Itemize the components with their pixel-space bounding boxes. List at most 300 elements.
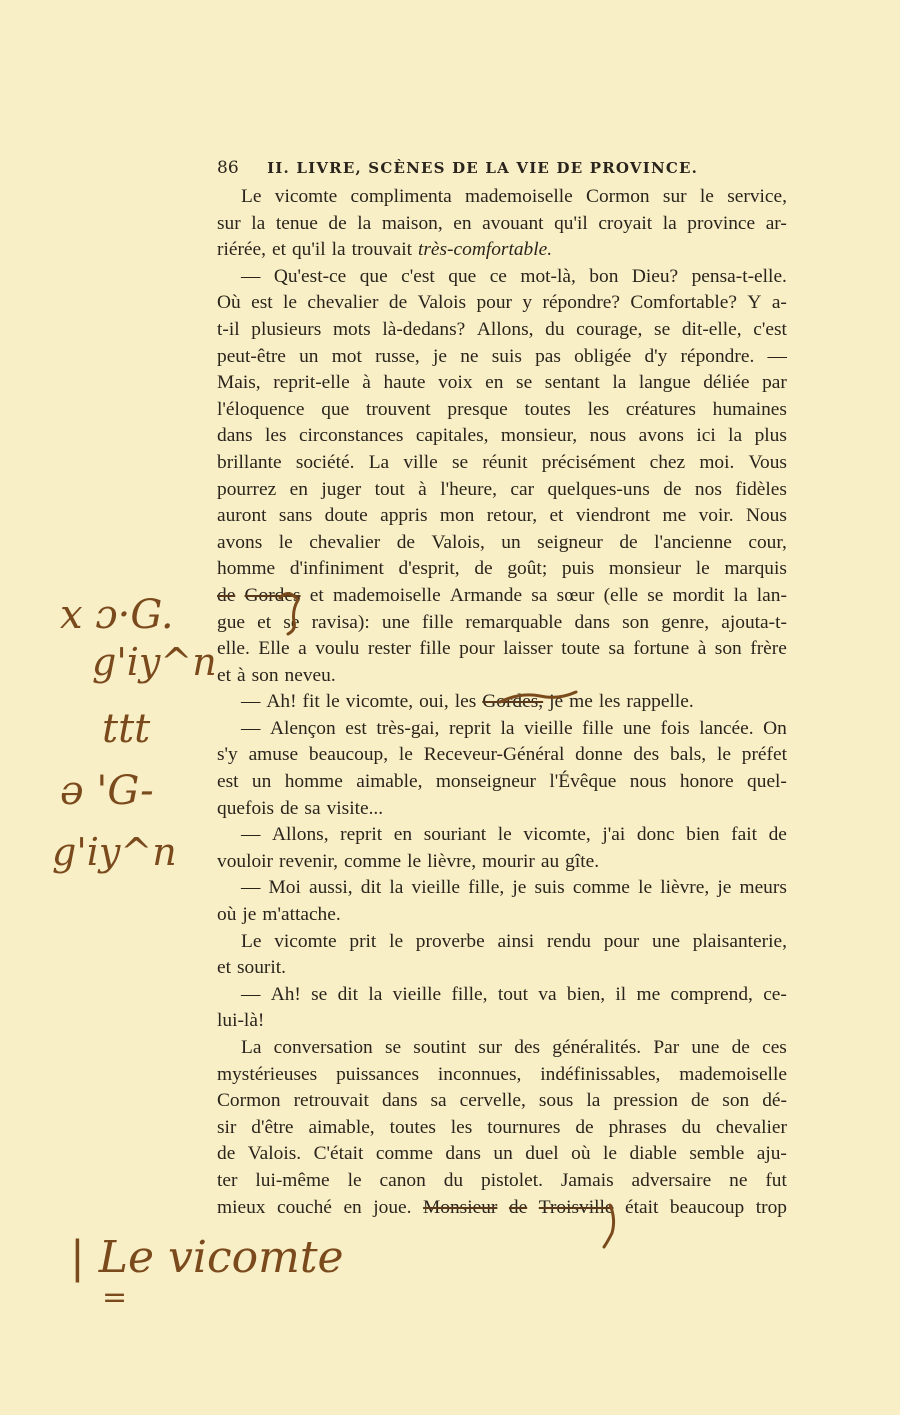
word: comme [375,1143,433,1165]
word: dé- [762,1090,787,1112]
word: je [549,691,564,713]
word: toute [561,638,601,660]
word: beaucoup [669,1196,745,1218]
word: Armande [449,584,523,606]
word: une [381,611,410,633]
word: la [368,983,383,1005]
word: adversaire [631,1169,712,1191]
word: lièvre, [660,877,710,899]
word: Le [241,186,262,207]
word: (elle [603,584,639,606]
text-line [217,982,787,1009]
word: pression [613,1090,678,1112]
word: en [485,372,504,394]
word: sa [531,584,548,606]
word: par [762,372,787,394]
word: mystérieuses [217,1063,318,1085]
word: dit-elle, [681,318,742,340]
word: la [662,212,677,234]
word: fut [765,1169,787,1191]
word: trouvait [351,239,412,261]
word: meurs [739,877,787,899]
text-line [217,875,787,902]
word: aimable, [308,1116,375,1138]
word: croyait [598,212,653,234]
text-line [217,556,787,583]
word: Valois. [247,1143,302,1165]
word: est [217,771,239,793]
word: Allons, [272,824,329,846]
word: que [448,265,477,287]
word: plus [754,425,787,447]
word: mademoiselle [679,1063,787,1085]
word: bon [589,265,619,287]
word: suis [491,345,522,367]
word: les [454,691,477,713]
word: de [731,1037,750,1058]
word: homme [217,558,276,580]
word: ces [762,1037,787,1058]
word: vicomte, [345,691,414,713]
word: brillante [217,451,282,473]
struck-word: Gordes, [482,691,544,713]
word: de [388,292,408,314]
word: sur [217,212,241,234]
word: a [298,638,307,660]
word: je [512,877,527,899]
word: fille, [451,983,488,1005]
word: remarquable [465,611,563,633]
word: suis [534,877,565,899]
word: monsieur [608,558,682,580]
text-line [217,902,787,929]
word: Le [241,930,262,952]
word: la [251,212,266,234]
word: mieux [217,1196,266,1218]
text-line [217,689,787,716]
word: la [357,212,372,234]
word: sous [538,1090,574,1112]
word: chevalier [715,1116,787,1138]
word: haute [383,372,426,394]
word: genre, [661,611,710,633]
text-line [217,264,787,291]
word: vieille [411,877,461,899]
word: répondre? [542,292,620,314]
word: à [697,638,707,660]
word: revenir, [279,850,338,872]
text-line [217,184,787,211]
word: — [241,983,261,1005]
word: reprit [340,824,383,846]
word: l'éloquence [217,398,305,420]
text-line [217,1008,787,1035]
text-line [217,716,787,743]
word: le [716,744,731,766]
text-line [217,1195,787,1222]
word: de [396,531,416,553]
word: — [241,691,261,713]
word: dit [337,983,359,1005]
word: fidèles [735,478,787,500]
word: j'ai [602,824,626,846]
word: le [638,877,653,899]
word: de [474,558,493,580]
text-line [217,1141,787,1168]
word: à [237,664,246,686]
word: Vous [748,451,787,473]
word: sa [304,797,321,819]
word: Moi [268,877,301,899]
word: Receveur-Général [423,744,565,766]
word: qu'il [554,212,588,234]
word: un [493,1143,513,1165]
word: Y [747,292,762,314]
word: humaines [712,398,787,420]
word: le [603,1143,617,1165]
word: il [615,983,627,1005]
text-line [217,237,787,264]
margin-note-2: g'iy^n [92,640,217,684]
text-line [217,955,787,982]
word: russe, [375,345,420,367]
word: vieille [524,717,573,739]
word: semble [689,1143,745,1165]
word: sœur [556,584,595,606]
word: Où [217,292,241,314]
word: qu'il [291,239,326,261]
word: aimable, [356,771,423,793]
word: en [289,478,308,500]
word: du [681,1116,701,1138]
text-line [217,849,787,876]
word: prit [349,930,377,952]
word: s'y [217,744,238,766]
word: Jamais [560,1169,614,1191]
text-line [217,211,787,238]
margin-note-5: g'iy^n [52,830,177,874]
word: sir [217,1116,237,1138]
word: et [309,584,324,606]
word: chez [649,451,686,473]
word: fortune [633,638,690,660]
word: d'esprit, [398,558,460,580]
word: juger [321,478,362,500]
margin-note-1: x ɔ·G. [60,592,174,638]
word: fille [419,638,451,660]
word: inconnues, [437,1063,522,1085]
word: réunit [482,451,528,473]
word: son [251,664,279,686]
word: — [241,717,261,739]
text-line [217,450,787,477]
bottom-note: | Le vicomte [70,1232,344,1283]
text-line [217,636,787,663]
word: duel [525,1143,559,1165]
word: nous [629,771,667,793]
word: mot-là, [520,265,576,287]
word: la [500,717,515,739]
word: lui-même [255,1169,330,1191]
word: la [331,239,346,261]
text-line [217,477,787,504]
word: langue [638,372,691,394]
word: déliée [703,372,750,394]
word: riérée, [217,239,266,261]
word: me [569,691,593,713]
word: Mais, [217,372,261,394]
word: c'est [753,318,787,340]
word: C'était [313,1143,364,1165]
word: les [587,398,610,420]
word: trop [755,1196,787,1218]
running-title: II. LIVRE, SCÈNES DE LA VIE DE PROVINCE. [267,159,699,177]
word: toutes [389,1116,436,1138]
word: La [241,1037,262,1058]
word: me [662,505,687,527]
word: ce [489,265,507,287]
word: se [654,318,671,340]
italic-word: très-comfortable. [417,239,553,261]
word: le [347,1169,362,1191]
word: mordit [672,584,725,606]
word: Nous [745,505,787,527]
body-text [217,184,787,1221]
word: créatures [625,398,696,420]
word: se [647,584,664,606]
word: reprit-elle [273,372,350,394]
word: les [264,425,287,447]
word: indéfinissables, [540,1063,661,1085]
text-line [217,822,787,849]
word: tout [374,478,405,500]
word: rester [367,638,411,660]
word: viendront [575,505,651,527]
text-line [217,610,787,637]
word: l'heure, [440,478,497,500]
word: lui-là! [217,1010,265,1032]
text-line [217,397,787,424]
word: là-dedans? [382,318,466,340]
word: couché [277,1196,332,1218]
word: en [453,212,472,234]
word: ville [403,451,438,473]
word: frère [750,638,787,660]
margin-note-4: ə 'G- [60,768,154,814]
word: où [217,904,237,926]
word: Par [653,1037,680,1058]
word: Ah! [266,691,297,713]
word: pour [476,292,512,314]
word: ajouta-t- [721,611,787,633]
word: service, [727,186,787,207]
word: seigneur [537,531,603,553]
word: — [241,877,261,899]
word: mots [332,318,371,340]
word: bals, [670,744,707,766]
word: d'être [251,1116,294,1138]
word: capitales, [415,425,489,447]
word: son [622,611,650,633]
text-line [217,290,787,317]
word: c'est [401,265,435,287]
word: Ah! [270,983,301,1005]
word: voir. [698,505,734,527]
bottom-note-mark: = [102,1280,128,1315]
word: cervelle, [459,1090,526,1112]
word: était [625,1196,659,1218]
word: fille [582,717,614,739]
word: son [722,1090,750,1112]
word: monseigneur [435,771,537,793]
word: car [510,478,535,500]
word: où [571,1143,591,1165]
word: du [443,1169,464,1191]
word: sa [430,1090,447,1112]
word: lièvre, [427,850,477,872]
text-line [217,530,787,557]
word: la [733,584,748,606]
text-line [217,583,787,610]
word: et [549,505,564,527]
word: reprit [448,717,491,739]
word: et [217,957,231,979]
word: sentant [544,372,600,394]
word: Valois, [431,531,485,553]
word: les [598,691,621,713]
word: généralités. [552,1037,642,1058]
word: m'attache. [262,904,341,926]
word: ar- [765,212,787,234]
word: mon [439,505,475,527]
word: ainsi [497,930,535,952]
text-line [217,742,787,769]
word: moi. [699,451,735,473]
word: un [501,531,521,553]
word: très-gai, [376,717,440,739]
word: marquis [724,558,787,580]
word: bien [686,824,720,846]
word: et [271,239,286,261]
word: fit [302,691,320,713]
word: Valois [417,292,467,314]
text-line [217,1115,787,1142]
word: une [622,717,651,739]
word: dans [381,1090,418,1112]
word: quelques-uns [547,478,650,500]
text-line [217,1062,787,1089]
word: amuse [248,744,299,766]
word: laisser [503,638,553,660]
word: ter [217,1169,238,1191]
text-line [217,503,787,530]
word: diable [629,1143,677,1165]
word: neveu. [284,664,336,686]
word: le [398,744,413,766]
word: au [540,850,560,872]
word: dans [217,425,253,447]
word: soutint [413,1037,467,1058]
word: dans [574,611,610,633]
word: société. [295,451,355,473]
word: visite... [326,797,384,819]
word: goût; [507,558,548,580]
word: une [691,1037,720,1058]
word: à [362,372,371,394]
word: Alençon [269,717,336,739]
text-line [217,663,787,690]
word: retour, [486,505,538,527]
word: la [586,1090,601,1112]
struck-word: Gordes [244,584,301,606]
word: de [575,1116,594,1138]
word: sur [478,1037,502,1058]
word: l'ancienne [654,531,732,553]
word: puissances [336,1063,419,1085]
word: un [251,771,272,793]
word: courage, [576,318,643,340]
word: le [695,558,710,580]
word: de [280,797,299,819]
word: fille, [468,877,505,899]
word: Elle [258,638,290,660]
text-line [217,423,787,450]
word: pensa-t-elle. [691,265,787,287]
word: à [418,478,427,500]
word: vouloir [217,850,274,872]
word: mademoiselle [465,186,573,207]
word: pistolet. [481,1169,543,1191]
word: y [522,292,533,314]
word: Qu'est-ce [273,265,347,287]
word: comme [572,877,630,899]
word: pas [535,345,561,367]
word: bien, [566,983,606,1005]
word: avons [638,425,684,447]
word: et [257,611,272,633]
word: sur [662,186,687,207]
word: a- [771,292,787,314]
word: aussi, [309,877,353,899]
word: dans [445,1143,481,1165]
word: sans [278,505,313,527]
word: ce- [763,983,787,1005]
struck-word: Troisville [538,1196,614,1218]
word: Dieu? [631,265,679,287]
word: de [217,1143,236,1165]
word: lancée. [699,717,754,739]
word: que [321,398,350,420]
word: un [299,345,319,367]
word: Cormon [586,186,650,207]
margin-note-3: ttt [102,706,151,752]
word: doute [324,505,368,527]
word: ici [696,425,716,447]
word: donc [636,824,675,846]
word: des [633,744,660,766]
word: de [328,212,347,234]
word: Allons, [476,318,534,340]
word: le [389,930,404,952]
word: nos [694,478,722,500]
word: joue. [373,1196,412,1218]
word: le [278,531,293,553]
word: puis [561,558,595,580]
word: le [325,691,340,713]
word: province [687,212,756,234]
word: la [389,877,404,899]
word: me [636,983,661,1005]
